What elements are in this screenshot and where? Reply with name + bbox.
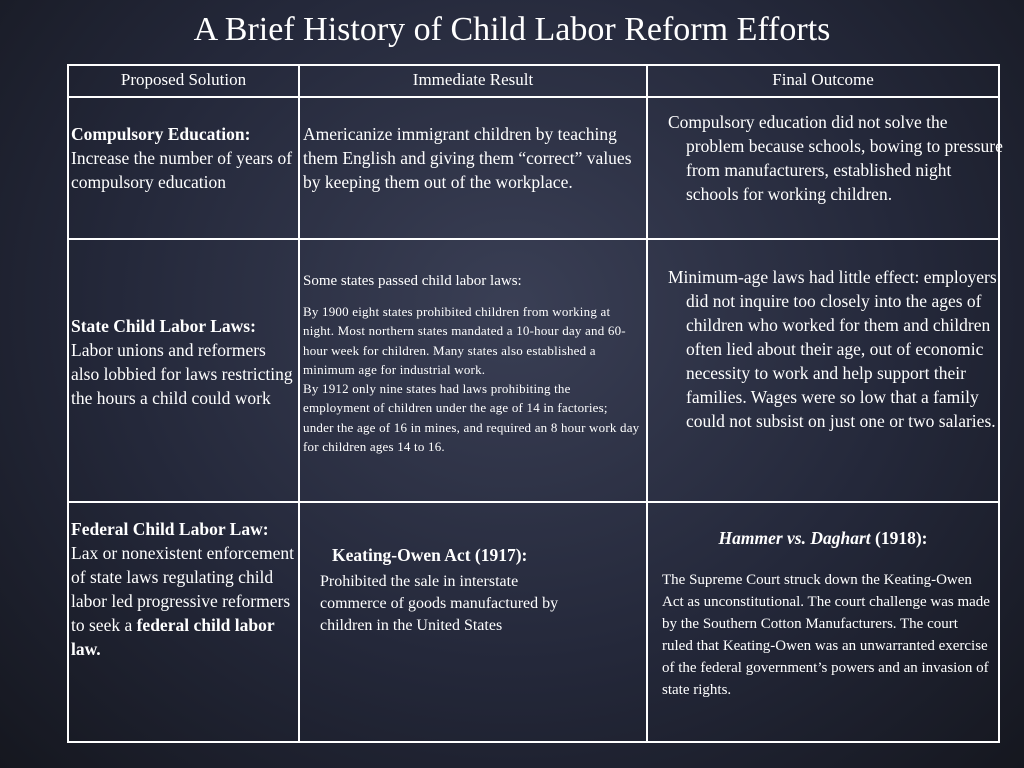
col2-right-border — [646, 64, 648, 743]
row1-bottom-border — [67, 238, 1000, 240]
row2-solution-heading: State Child Labor Laws: — [71, 316, 256, 336]
row2-result-detail — [303, 302, 641, 456]
row3-result-body: Prohibited the sale in interstate commerce of goods manufactured by children in the United States — [320, 573, 559, 634]
row2-solution — [71, 314, 296, 410]
row2-solution-body: Labor unions and reformers also lobbied for laws restricting the hours a child could work — [71, 340, 293, 408]
row1-outcome: Compulsory education did not solve the problem because schools, bowing to pressure from manufacturers, established night schools for working children. — [668, 112, 1003, 204]
table-bottom-border — [67, 741, 1000, 743]
row3-solution-body-start: Lax or nonexistent enforcement of state laws regulating child labor led progressive reformers to seek a — [71, 543, 295, 635]
row3-outcome-heading — [648, 526, 998, 550]
row2-result-detail-1912: By 1912 only nine states had laws prohibiting the employment of children under the age of 14 in factories; under the age of 16 in mines, and required an 8 hour work day for children ages 14 to 16. — [303, 381, 640, 455]
row2-result-detail-1900: By 1900 eight states prohibited children from working at night. Most northern states mandated a 10-hour day and 60-hour week for children. Many states also established a minimum age for industrial work. — [303, 304, 626, 377]
row3-result-heading: Keating-Owen Act (1917): — [332, 545, 528, 565]
row3-solution — [71, 517, 296, 661]
table-left-border — [67, 64, 69, 743]
row1-result: Americanize immigrant children by teaching them English and giving them “correct” values by keeping them out of the workplace. — [303, 124, 632, 192]
col1-right-border — [298, 64, 300, 743]
row3-solution-body-bold: federal child labor law. — [71, 615, 275, 659]
row3-outcome-body: The Supreme Court struck down the Keating-Owen Act as unconstitutional. The court challenge was made by the Southern Cotton Manufacturers. The court ruled that Keating-Owen was an unwarranted exercise of the federal government’s powers and an invasion of state rights. — [662, 572, 990, 698]
header-bottom-border — [67, 96, 1000, 98]
case-name: Hammer vs. Daghart — [718, 528, 871, 548]
row1-solution-heading: Compulsory Education: — [71, 124, 251, 144]
row3-solution-heading: Federal Child Labor Law: — [71, 519, 269, 539]
row1-solution — [71, 122, 296, 194]
case-year: (1918): — [870, 528, 928, 548]
header-final-outcome: Final Outcome — [772, 70, 874, 89]
header-proposed-solution: Proposed Solution — [120, 70, 247, 89]
row2-result-intro: Some states passed child labor laws: — [303, 273, 522, 289]
row2-outcome: Minimum-age laws had little effect: employers did not inquire too closely into the ages of children who worked for them and children often lied about their age, out of economic necessity to work and help support their families. Wages were so low that a family could not subsist on just one or two salaries. — [668, 267, 997, 431]
row2-bottom-border — [67, 501, 1000, 503]
row1-solution-body: Increase the number of years of compulsory education — [71, 148, 293, 192]
header-immediate-result: Immediate Result — [412, 70, 534, 89]
slide-title: A Brief History of Child Labor Reform Efforts — [193, 11, 831, 48]
